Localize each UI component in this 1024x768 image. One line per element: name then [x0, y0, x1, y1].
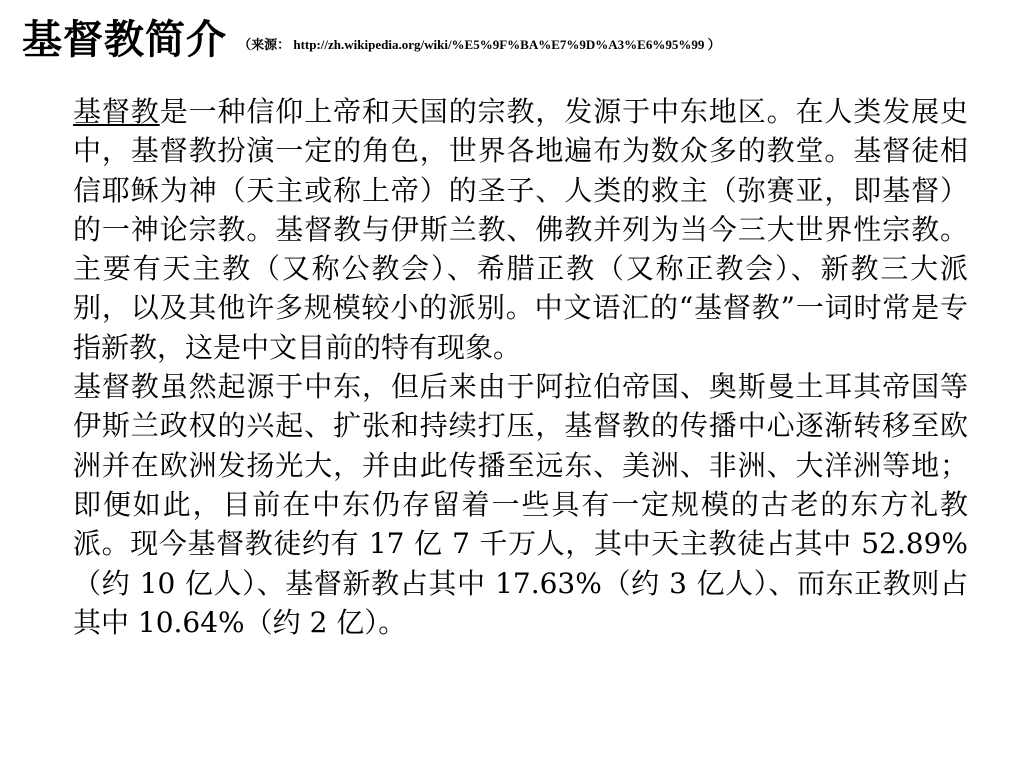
- slide-title: 基督教简介: [22, 17, 227, 63]
- source-suffix: ）: [707, 37, 721, 52]
- paragraph-2: 基督教虽然起源于中东，但后来由于阿拉伯帝国、奥斯曼土耳其帝国等伊斯兰政权的兴起、扩张和持续打压，基督教的传播中心逐渐转移至欧洲并在欧洲发扬光大，并由此传播至远东、美洲、非洲、大洋洲等地；即便如此，目前在中东仍存留着一些具有一定规模的古老的东方礼教派。现今基督教徒约有 17 亿 7 千万人，其中天主教徒占其中 52.89%（约 10 亿人）、基督新教占其中 17.63%（约 3 亿人）、而东正教则占其中 10.64%（约 2 亿）。: [73, 370, 968, 639]
- source-citation: [238, 37, 721, 52]
- paragraph-1: [73, 92, 968, 367]
- source-url: http://zh.wikipedia.org/wiki/%E5%9F%BA%E7%9D%A3%E6%95%99: [293, 37, 705, 52]
- title-row: [22, 8, 721, 65]
- paragraph-1-text: 是一种信仰上帝和天国的宗教，发源于中东地区。在人类发展史中，基督教扮演一定的角色，世界各地遍布为数众多的教堂。基督徒相信耶稣为神（天主或称上帝）的圣子、人类的救主（弥赛亚，即基督）的一神论宗教。基督教与伊斯兰教、佛教并列为当今三大世界性宗教。主要有天主教（又称公教会）、希腊正教（又称正教会）、新教三大派别，以及其他许多规模较小的派别。中文语汇的“基督教”一词时常是专指新教，这是中文目前的特有现象。: [73, 95, 968, 364]
- body-text: [73, 92, 968, 642]
- lead-term: 基督教: [73, 95, 160, 128]
- source-prefix: （来源：: [238, 37, 291, 52]
